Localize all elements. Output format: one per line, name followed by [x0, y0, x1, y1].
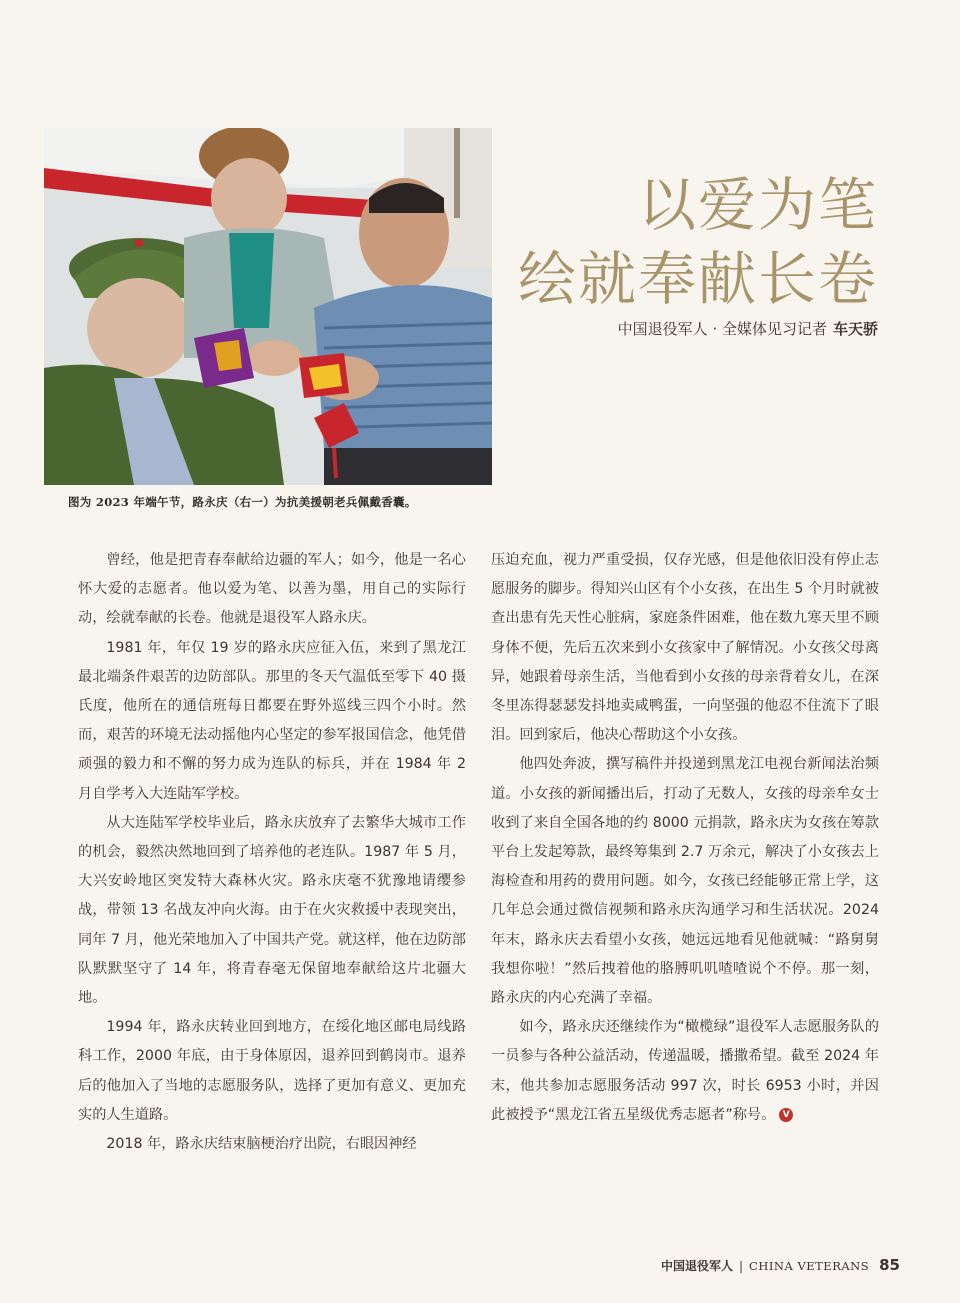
- paragraph: [491, 1013, 879, 1130]
- paragraph-text: 如今，路永庆还继续作为“橄榄绿”退役军人志愿服务队的一员参与各种公益活动，传递温暖，播撒希望。截至 2024 年末，他共参加志愿服务活动 997 次，时长 6953 小时，并因此被授予“黑龙江省五星级优秀志愿者”称号。: [491, 1019, 879, 1123]
- paragraph: 2018 年，路永庆结束脑梗治疗出院，右眼因神经: [106, 1136, 417, 1153]
- article-photo: [44, 128, 492, 485]
- title-line-2: 绘就奉献长卷: [517, 245, 878, 313]
- article-title: [518, 168, 878, 316]
- footer-separator: |: [739, 1259, 744, 1273]
- body-column-left: [78, 546, 466, 1159]
- paragraph: 1994 年，路永庆转业回到地方，在绥化地区邮电局线路科工作，2000 年底，由于身体原因，退养回到鹤岗市。退养后的他加入了当地的志愿服务队，选择了更加有意义、更加充实的人生道路。: [78, 1019, 466, 1123]
- author-name: 车天骄: [832, 320, 878, 338]
- paragraph: 从大连陆军学校毕业后，路永庆放弃了去繁华大城市工作的机会，毅然决然地回到了培养他的老连队。1987 年 5 月，大兴安岭地区突发特大森林火灾。路永庆毫不犹豫地请缨参战，带领 13 名战友冲向火海。由于在火灾救援中表现突出，同年 7 月，他光荣地加入了中国共产党。就这样，他在边防部队默默坚守了 14 年，将青春毫无保留地奉献给这片北疆大地。: [78, 814, 466, 1007]
- title-line-1: 以爱为笔: [637, 171, 878, 239]
- byline-outlet: 中国退役军人 · 全媒体见习记者: [617, 320, 827, 338]
- byline: [618, 318, 878, 339]
- magazine-name-cn: 中国退役军人: [660, 1259, 733, 1273]
- paragraph: 曾经，他是把青春奉献给边疆的军人；如今，他是一名心怀大爱的志愿者。他以爱为笔、以善为墨，用自己的实际行动，绘就奉献的长卷。他就是退役军人路永庆。: [78, 552, 466, 627]
- page-number: 85: [879, 1256, 900, 1274]
- end-mark-icon: V: [779, 1108, 793, 1122]
- body-column-right: [491, 546, 879, 1130]
- paragraph: 1981 年，年仅 19 岁的路永庆应征入伍，来到了黑龙江最北端条件艰苦的边防部队。那里的冬天气温低至零下 40 摄氏度，他所在的通信班每日都要在野外巡线三四个小时。然而，艰苦的环境无法动摇他内心坚定的参军报国信念，他凭借顽强的毅力和不懈的努力成为连队的标兵，并在 1984 年 2 月自学考入大连陆军学校。: [78, 639, 466, 802]
- magazine-name-en: CHINA VETERANS: [749, 1259, 870, 1273]
- page-footer: [661, 1256, 900, 1274]
- paragraph: 压迫充血，视力严重受损，仅存光感，但是他依旧没有停止志愿服务的脚步。得知兴山区有个小女孩，在出生 5 个月时就被查出患有先天性心脏病，家庭条件困难，他在数九寒天里不顾身体不便，先后五次来到小女孩家中了解情况。小女孩父母离异，她跟着母亲生活，当他看到小女孩的母亲背着女儿，在深冬里冻得瑟瑟发抖地卖咸鸭蛋，一向坚强的他忍不住流下了眼泪。回到家后，他决心帮助这个小女孩。: [491, 552, 879, 744]
- paragraph: 他四处奔波，撰写稿件并投递到黑龙江电视台新闻法治频道。小女孩的新闻播出后，打动了无数人，女孩的母亲牟女士收到了来自全国各地的约 8000 元捐款，路永庆为女孩在筹款平台上发起筹款，最终筹集到 2.7 万余元，解决了小女孩去上海检查和用药的费用问题。如今，女孩已经能够正常上学，这几年总会通过微信视频和路永庆沟通学习和生活状况。2024 年末，路永庆去看望小女孩，她远远地看见他就喊：“路舅舅我想你啦！”然后拽着他的胳膊叽叽喳喳说个不停。那一刻，路永庆的内心充满了幸福。: [491, 756, 879, 1007]
- photo-caption: 图为 2023 年端午节，路永庆（右一）为抗美援朝老兵佩戴香囊。: [68, 495, 417, 509]
